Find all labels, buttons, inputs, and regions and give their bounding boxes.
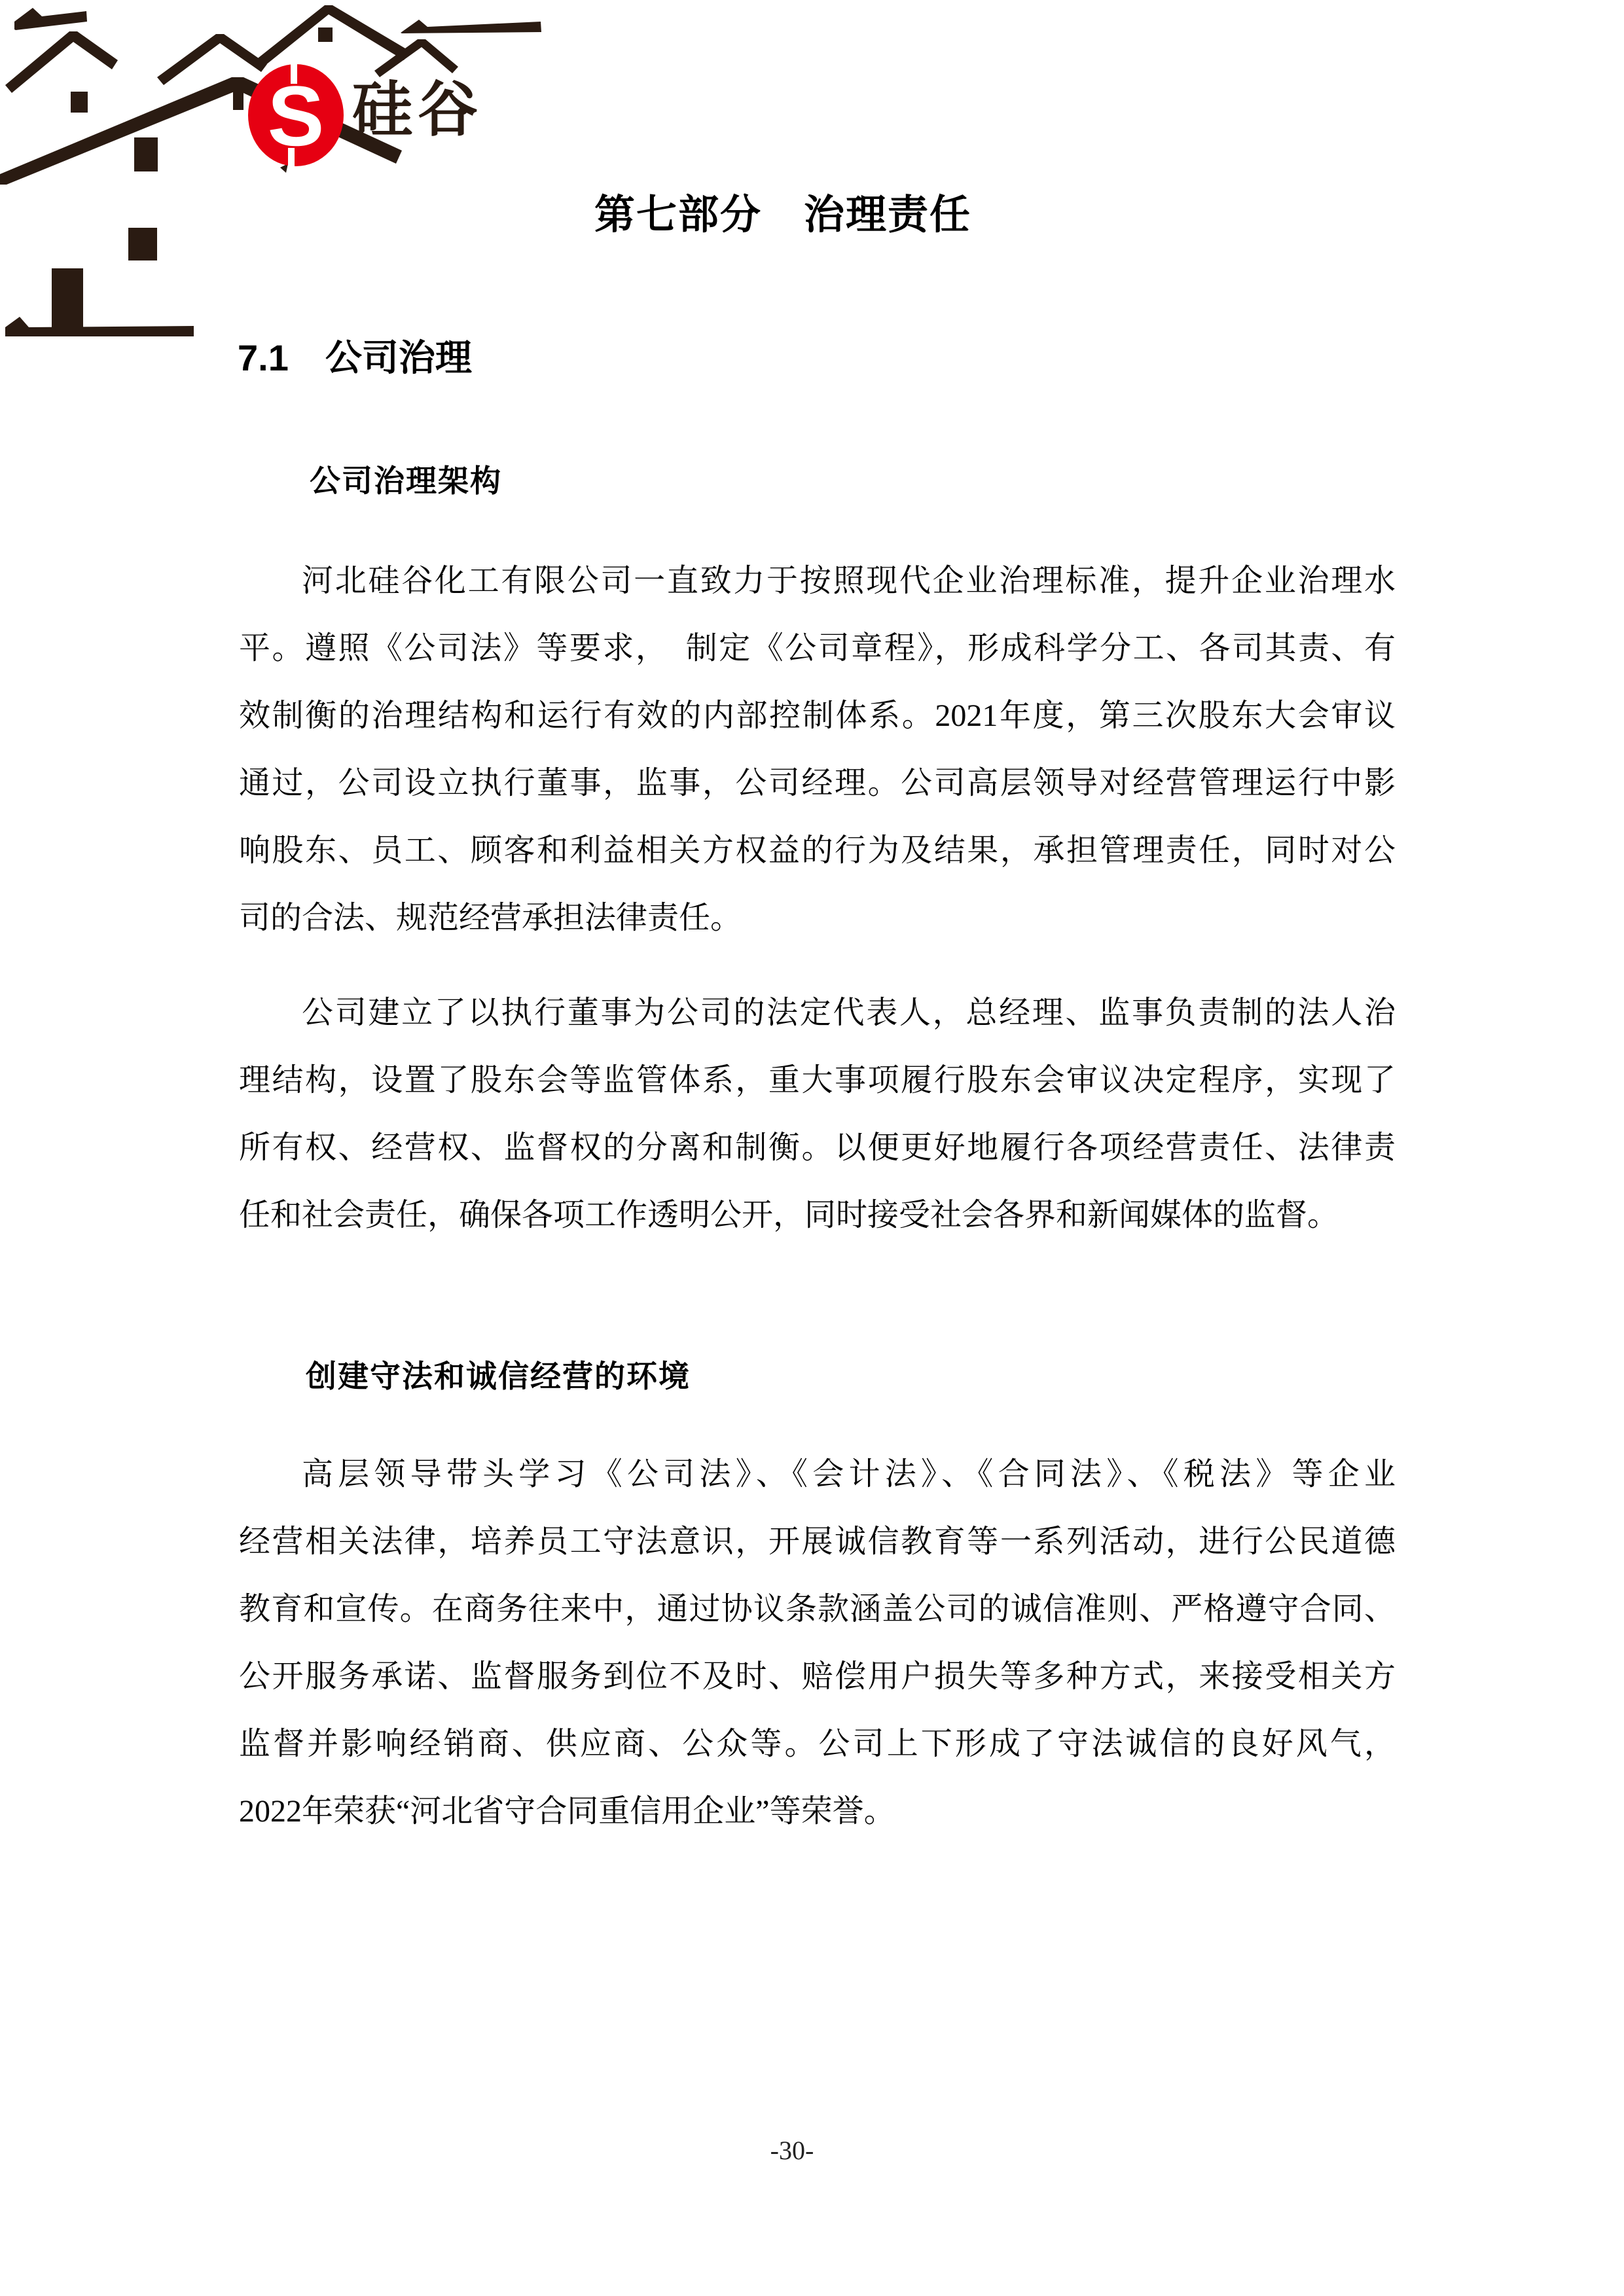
text-line: 公司建立了以执行董事为公司的法定代表人，总经理、监事负责制的法人治 <box>302 996 1396 1030</box>
text-line: 所有权、经营权、监督权的分离和制衡。以便更好地履行各项经营责任、法律责 <box>239 1130 1396 1165</box>
subsection-heading-integrity-environment: 创建守法和诚信经营的环境 <box>306 1360 691 1394</box>
text-line: 平。遵照《公司法》等要求， 制定《公司章程》，形成科学分工、各司其责、有 <box>239 631 1396 666</box>
paragraph-governance-structure <box>239 547 1396 952</box>
text-line: 公开服务承诺、监督服务到位不及时、赔偿用户损失等多种方式，来接受相关方 <box>239 1659 1396 1694</box>
paragraph-integrity-environment <box>239 1441 1396 1845</box>
text-line: 高层领导带头学习《公司法》、《会计法》、《合同法》、《税法》等企业 <box>302 1457 1396 1492</box>
text-line: 经营相关法律，培养员工守法意识，开展诚信教育等一系列活动，进行公民道德 <box>239 1524 1396 1559</box>
text-line: 2022年荣获“河北省守合同重信用企业”等荣誉。 <box>239 1794 895 1829</box>
logo-brand-text: 硅谷 <box>352 77 484 143</box>
text-line: 响股东、员工、顾客和利益相关方权益的行为及结果，承担管理责任，同时对公 <box>239 833 1396 868</box>
text-line: 司的合法、规范经营承担法律责任。 <box>239 901 742 935</box>
logo-letter-s: S <box>267 68 325 164</box>
text-line: 通过，公司设立执行董事，监事，公司经理。公司高层领导对经营管理运行中影 <box>239 766 1396 800</box>
paragraph-legal-person-governance <box>239 979 1396 1249</box>
subsection-heading-governance-structure: 公司治理架构 <box>310 465 502 499</box>
text-line: 理结构，设置了股东会等监管体系，重大事项履行股东会审议决定程序，实现了 <box>239 1063 1396 1098</box>
text-line: 效制衡的治理结构和运行有效的内部控制体系。2021年度，第三次股东大会审议 <box>239 698 1396 733</box>
page-title: 第七部分 治理责任 <box>594 192 972 238</box>
text-line: 任和社会责任，确保各项工作透明公开，同时接受社会各界和新闻媒体的监督。 <box>239 1198 1339 1232</box>
text-line: 教育和宣传。在商务往来中，通过协议条款涵盖公司的诚信准则、严格遵守合同、 <box>239 1592 1396 1626</box>
page-number: -30- <box>770 2136 814 2165</box>
section-heading-7-1: 7.1 公司治理 <box>238 337 472 378</box>
text-line: 河北硅谷化工有限公司一直致力于按照现代企业治理标准，提升企业治理水 <box>302 564 1396 598</box>
logo-mountains-icon <box>0 5 541 336</box>
logo-s-roundel-icon <box>248 62 344 170</box>
text-line: 监督并影响经销商、供应商、公众等。公司上下形成了守法诚信的良好风气， <box>239 1727 1396 1761</box>
